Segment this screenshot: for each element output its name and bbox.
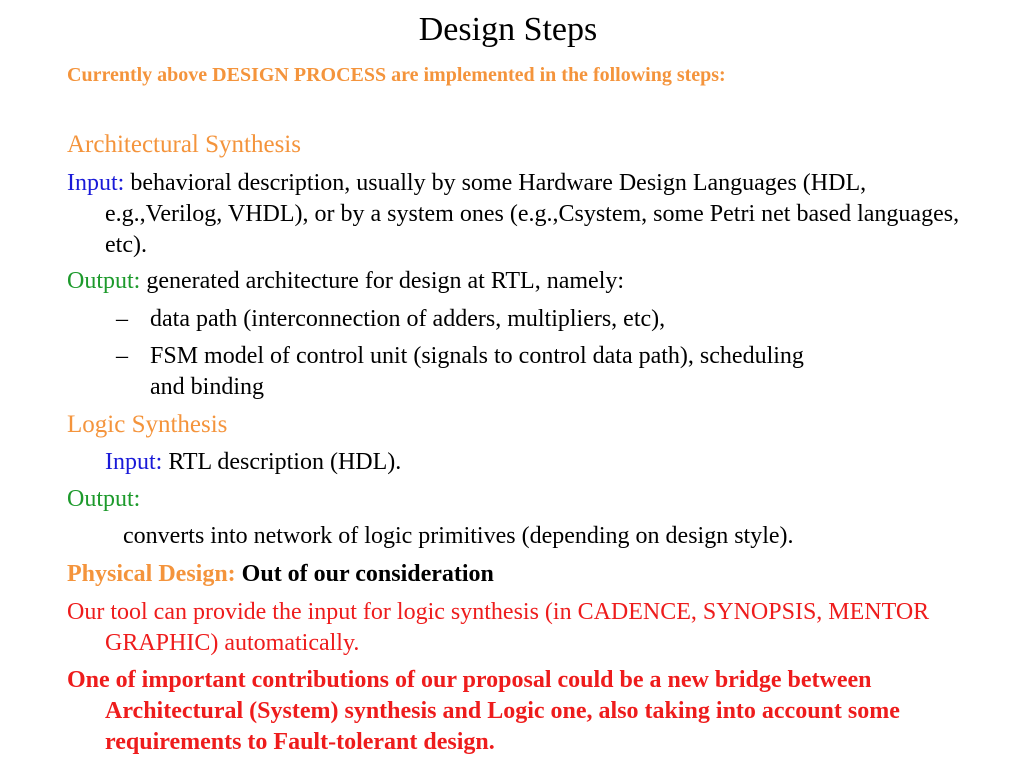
logic-output-label: Output:	[67, 486, 141, 512]
physical-design-line	[67, 559, 494, 590]
architectural-input-label: Input:	[67, 170, 125, 196]
slide-title: Design Steps	[418, 11, 598, 48]
physical-design-value: Out of our consideration	[235, 561, 494, 587]
architectural-input-text: behavioral description, usually by some Hardware Design Languages (HDL, e.g.,Verilog, VHDL), or by a system ones (e.g.,Csystem, some Petri net based languages, etc).	[105, 170, 960, 258]
logic-input-label: Input:	[105, 449, 163, 475]
architectural-synthesis-heading: Architectural Synthesis	[67, 131, 301, 158]
logic-output-text: converts into network of logic primitives (depending on design style).	[123, 523, 794, 549]
physical-design-label: Physical Design:	[67, 561, 236, 587]
architectural-output-text: generated architecture for design at RTL, namely:	[140, 268, 625, 294]
logic-input-text: RTL description (HDL).	[162, 449, 402, 475]
architectural-output-label: Output:	[67, 268, 141, 294]
bullet-fsm-model: FSM model of control unit (signals to control data path), scheduling and binding	[150, 343, 804, 400]
logic-input-line	[105, 447, 401, 478]
logic-synthesis-heading: Logic Synthesis	[67, 411, 228, 438]
bullet-dash: –	[116, 343, 128, 369]
tool-note: Our tool can provide the input for logic synthesis (in CADENCE, SYNOPSIS, MENTOR GRAPHIC) automatically.	[67, 599, 930, 656]
architectural-output-line	[67, 266, 624, 297]
bullet-data-path: data path (interconnection of adders, multipliers, etc),	[150, 306, 666, 332]
intro-text: Currently above DESIGN PROCESS are implemented in the following steps:	[67, 64, 726, 86]
bullet-dash: –	[116, 306, 128, 332]
contribution-note: One of important contributions of our proposal could be a new bridge between Architectural (System) synthesis and Logic one, also taking into account some requirements to Fault-tolerant design.	[67, 667, 900, 755]
architectural-input-paragraph	[67, 168, 970, 261]
